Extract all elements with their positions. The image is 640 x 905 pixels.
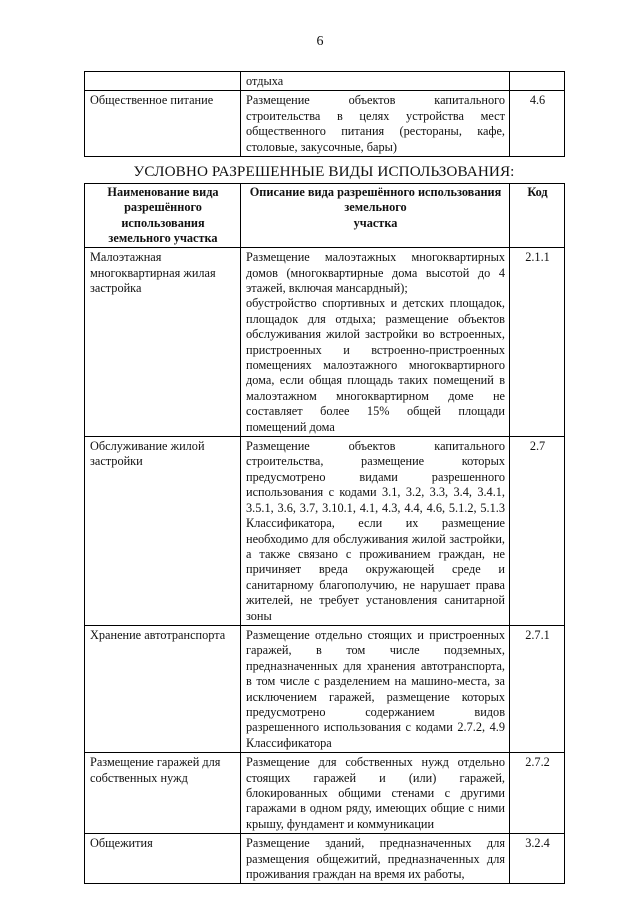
table-row (85, 834, 565, 884)
table-row (85, 753, 565, 834)
top-table-body (85, 72, 565, 157)
section-heading: УСЛОВНО РАЗРЕШЕННЫЕ ВИДЫ ИСПОЛЬЗОВАНИЯ: (133, 163, 515, 180)
use-code-cell: 2.7 (510, 437, 565, 626)
header-line: земельного (344, 200, 407, 215)
description-paragraph: Размещение объектов капитального строительства в целях устройства мест общественного питания (рестораны, кафе, столовые, закусочные, бары) (246, 93, 505, 154)
use-name-cell (85, 72, 241, 91)
description-paragraph: отдыха (246, 74, 284, 88)
description-paragraph: Размещение для собственных нужд отдельно стоящих гаражей и (или) гаражей, блокированных общими стенами с другими гаражами в одном ряду, имеющих общие с ними крышу, фундамент и коммуникации (246, 755, 505, 831)
use-code-cell: 3.2.4 (510, 834, 565, 884)
use-name-cell: Малоэтажная многоквартирная жилая застройка (85, 248, 241, 437)
use-name-cell: Размещение гаражей для собственных нужд (85, 753, 241, 834)
use-code-cell: 2.1.1 (510, 248, 565, 437)
table-row (85, 91, 565, 157)
header-row (85, 184, 565, 248)
header-line: Описание вида разрешённого использования (249, 185, 502, 199)
page-number: 6 (316, 34, 324, 49)
use-description-cell (241, 625, 510, 752)
use-description-cell (241, 437, 510, 626)
description-paragraph: Размещение малоэтажных многоквартирных домов (многоквартирные дома высотой до 4 этажей, включая мансардный); (246, 250, 505, 295)
top-table (84, 71, 565, 157)
table-body (85, 248, 565, 884)
use-code-cell (510, 72, 565, 91)
header-name (85, 184, 241, 248)
header-code: Код (510, 184, 565, 248)
header-line: земельного участка (108, 230, 218, 245)
description-paragraph: Размещение объектов капитального строительства, размещение которых предусмотрено видами разрешенного использования с кодами 3.1, 3.2, 3.3, 3.4, 3.4.1, 3.5.1, 3.6, 3.7, 3.10.1, 4.1, 4.3, 4.4, 4.6, 5.1.2, 5.1.3 Классификатора, если их размещение необходимо для обслуживания жилой застройки, а также связано с проживанием граждан, не причиняет вреда окружающей среде и санитарному благополучию, не нарушает права жителей, не требует установления санитарной зоны (246, 439, 505, 623)
conditional-uses-table (84, 183, 565, 884)
header-line: разрешённого (124, 200, 202, 215)
use-description-cell (241, 72, 510, 91)
header-line: участка (353, 215, 398, 230)
description-paragraph: обустройство спортивных и детских площадок, площадок для отдыха; размещение объектов обслуживания жилой застройки во встроенных, пристроенных и встроенно-пристроенных помещениях малоэтажного многоквартирного дома, если общая площадь таких помещений в малоэтажном многоквартирном доме не составляет более 15% общей площади помещений дома (246, 296, 505, 434)
description-paragraph: Размещение отдельно стоящих и пристроенных гаражей, в том числе подземных, предназначенных для хранения автотранспорта, в том числе с разделением на машино-места, за исключением гаражей, размещение которых предусмотрено содержанием видов разрешенного использования с кодами 2.7.2, 4.9 Классификатора (246, 627, 505, 750)
table-row (85, 72, 565, 91)
use-description-cell (241, 834, 510, 884)
use-description-cell (241, 91, 510, 157)
use-name-cell: Хранение автотранспорта (85, 625, 241, 752)
header-description (241, 184, 510, 248)
table-row (85, 437, 565, 626)
use-name-cell: Общественное питание (85, 91, 241, 157)
table-header (85, 184, 565, 248)
use-code-cell: 4.6 (510, 91, 565, 157)
use-description-cell (241, 753, 510, 834)
use-code-cell: 2.7.2 (510, 753, 565, 834)
table-row (85, 248, 565, 437)
use-description-cell (241, 248, 510, 437)
header-line: Наименование вида (107, 185, 219, 199)
description-paragraph: Размещение зданий, предназначенных для размещения общежитий, предназначенных для проживания граждан на время их работы, (246, 836, 505, 882)
table-row (85, 625, 565, 752)
header-line: использования (121, 215, 205, 230)
use-code-cell: 2.7.1 (510, 625, 565, 752)
use-name-cell: Общежития (85, 834, 241, 884)
use-name-cell: Обслуживание жилой застройки (85, 437, 241, 626)
